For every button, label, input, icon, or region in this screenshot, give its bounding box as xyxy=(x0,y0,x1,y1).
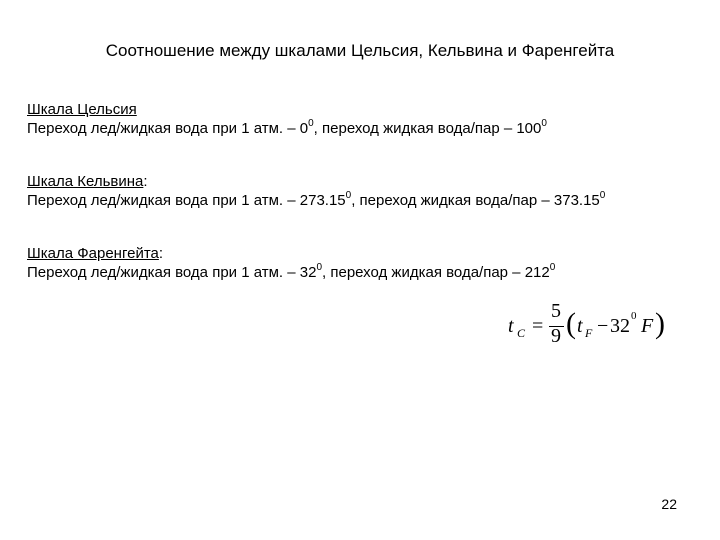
kelvin-heading: Шкала Кельвина xyxy=(27,173,144,190)
formula-minus: − xyxy=(597,315,609,337)
kelvin-first-degree: 0 xyxy=(345,190,352,201)
page-number: 22 xyxy=(661,496,677,512)
formula-open-paren: ( xyxy=(566,307,576,340)
formula-numerator: 5 xyxy=(551,300,561,322)
fahrenheit-heading: Шкала Фаренгейта xyxy=(27,245,159,262)
fahrenheit-second-value: 212 xyxy=(524,264,550,281)
fahrenheit-heading-line xyxy=(27,244,707,263)
celsius-first-value: 0 xyxy=(299,120,309,137)
kelvin-first-value: 273.15 xyxy=(299,192,346,209)
formula-left-subscript: C xyxy=(517,326,526,340)
celsius-heading-line xyxy=(27,100,707,119)
kelvin-section xyxy=(27,172,707,210)
celsius-second-value: 100 xyxy=(516,120,542,137)
formula-degree: 0 xyxy=(631,310,637,322)
formula-close-paren: ) xyxy=(655,307,665,340)
formula-constant: 32 xyxy=(610,315,630,337)
formula-right-symbol: t xyxy=(577,315,583,337)
conversion-formula xyxy=(508,302,668,348)
slide-title: Соотношение между шкалами Цельсия, Кельвина и Фаренгейта xyxy=(105,41,615,60)
formula-left-symbol: t xyxy=(508,315,514,337)
formula-unit: F xyxy=(641,315,654,337)
kelvin-heading-suffix: : xyxy=(143,173,148,190)
fahrenheit-first-degree: 0 xyxy=(316,262,323,273)
fahrenheit-section xyxy=(27,244,707,282)
kelvin-second-value: 373.15 xyxy=(553,192,600,209)
fahrenheit-middle-text: , переход жидкая вода/пар – xyxy=(322,264,525,281)
kelvin-line-prefix: Переход лед/жидкая вода при 1 атм. – xyxy=(27,192,300,209)
celsius-second-degree: 0 xyxy=(541,118,547,129)
formula-equals: = xyxy=(532,315,544,337)
formula-denominator: 9 xyxy=(551,325,561,347)
fahrenheit-first-value: 32 xyxy=(299,264,317,281)
fahrenheit-line-prefix: Переход лед/жидкая вода при 1 атм. – xyxy=(27,264,300,281)
celsius-section xyxy=(27,100,707,138)
celsius-middle-text: , переход жидкая вода/пар – xyxy=(313,120,517,137)
kelvin-middle-text: , переход жидкая вода/пар – xyxy=(351,192,554,209)
celsius-heading: Шкала Цельсия xyxy=(27,101,137,118)
formula-right-subscript: F xyxy=(585,326,593,340)
fahrenheit-heading-suffix: : xyxy=(158,245,164,262)
kelvin-second-degree: 0 xyxy=(599,190,606,201)
celsius-transition-line xyxy=(27,119,707,138)
fahrenheit-transition-line xyxy=(27,263,707,282)
fahrenheit-second-degree: 0 xyxy=(549,262,556,273)
celsius-line-prefix: Переход лед/жидкая вода при 1 атм. – xyxy=(27,120,300,137)
celsius-first-degree: 0 xyxy=(308,118,314,129)
kelvin-transition-line xyxy=(27,191,707,210)
kelvin-heading-line xyxy=(27,172,707,191)
